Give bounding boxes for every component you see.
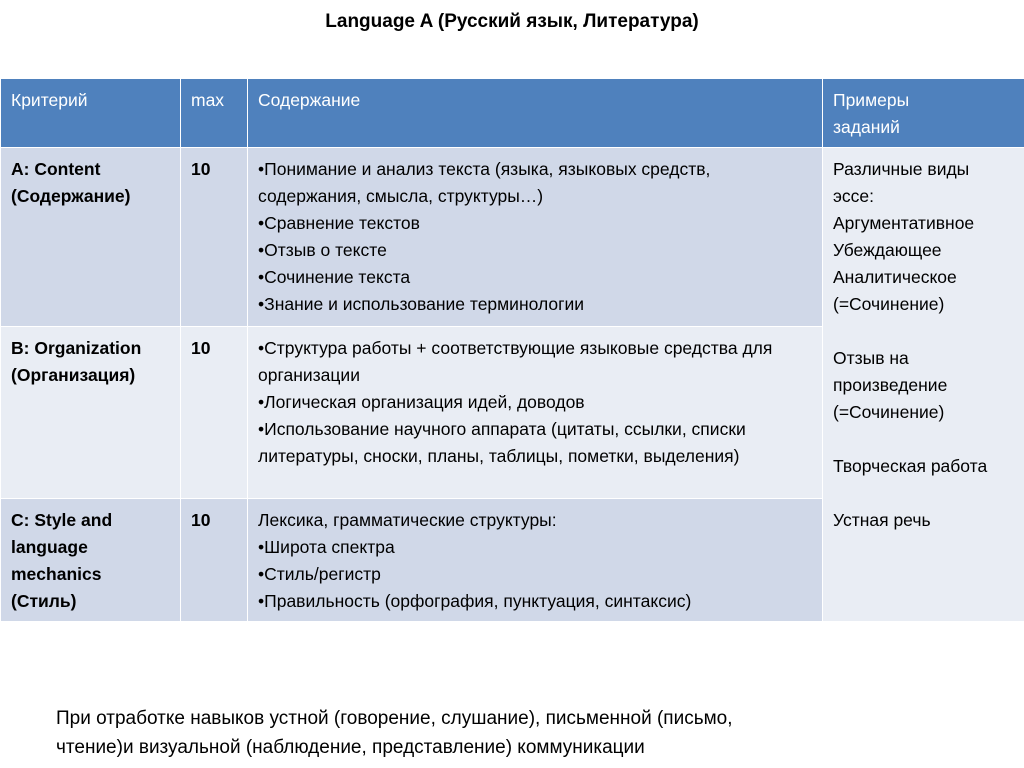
header-examples	[823, 79, 1024, 148]
max-score-cell: 10	[181, 327, 248, 499]
example-text: (=Сочинение)	[833, 402, 945, 422]
footer-note	[56, 704, 996, 762]
content-item: •Стиль/регистр	[258, 564, 381, 584]
header-max: max	[181, 79, 248, 148]
criterion-name: (Содержание)	[11, 186, 131, 206]
content-item: •Знание и использование терминологии	[258, 294, 585, 314]
spacer	[833, 480, 1014, 507]
header-examples-line: Примеры	[833, 90, 910, 110]
content-item: •Сочинение текста	[258, 267, 411, 287]
criterion-cell	[1, 327, 181, 499]
criterion-name: language	[11, 537, 88, 557]
criterion-cell	[1, 148, 181, 327]
example-text: Аналитическое	[833, 267, 957, 287]
example-text: Убеждающее	[833, 240, 942, 260]
example-text: Творческая работа	[833, 456, 988, 476]
example-text: Отзыв на	[833, 348, 909, 368]
example-text: Различные виды	[833, 159, 970, 179]
criterion-name: A: Content	[11, 159, 101, 179]
content-item: •Понимание и анализ текста (языка, языковых средств, содержания, смысла, структуры…)	[258, 159, 711, 206]
example-text: Аргументативное	[833, 213, 975, 233]
example-text: Устная речь	[833, 510, 931, 530]
content-cell	[248, 148, 823, 327]
criterion-name: B: Organization	[11, 338, 142, 358]
content-item: •Широта спектра	[258, 537, 395, 557]
criterion-name: (Стиль)	[11, 591, 77, 611]
footer-line: чтение)и визуальной (наблюдение, представление) коммуникации	[56, 737, 645, 758]
page-title: Language A (Русский язык, Литература)	[325, 11, 699, 32]
content-item: •Сравнение текстов	[258, 213, 420, 233]
examples-cell	[823, 148, 1024, 622]
content-cell	[248, 499, 823, 622]
criterion-name: C: Style and	[11, 510, 113, 530]
spacer	[833, 426, 1014, 453]
header-examples-line: заданий	[833, 117, 900, 137]
content-item: •Правильность (орфография, пунктуация, синтаксис)	[258, 591, 692, 611]
content-item: •Отзыв о тексте	[258, 240, 387, 260]
criterion-name: (Организация)	[11, 365, 136, 385]
example-text: (=Сочинение)	[833, 294, 945, 314]
footer-line: При отработке навыков устной (говорение, слушание), письменной (письмо,	[56, 708, 733, 729]
spacer	[833, 318, 1014, 345]
criterion-cell	[1, 499, 181, 622]
max-score-cell: 10	[181, 148, 248, 327]
criterion-name: mechanics	[11, 564, 102, 584]
content-item: •Структура работы + соответствующие языковые средства для организации	[258, 338, 773, 385]
table-header-row	[1, 79, 1024, 148]
criteria-table	[0, 78, 1024, 622]
content-item: Лексика, грамматические структуры:	[258, 510, 557, 530]
header-criterion: Критерий	[1, 79, 181, 148]
example-text: эссе:	[833, 186, 875, 206]
example-text: произведение	[833, 375, 948, 395]
content-cell	[248, 327, 823, 499]
max-score-cell: 10	[181, 499, 248, 622]
content-item: •Использование научного аппарата (цитаты, ссылки, списки литературы, сноски, планы, таблицы, пометки, выделения)	[258, 419, 746, 466]
content-item: •Логическая организация идей, доводов	[258, 392, 585, 412]
table-row	[1, 148, 1024, 327]
header-content: Содержание	[248, 79, 823, 148]
